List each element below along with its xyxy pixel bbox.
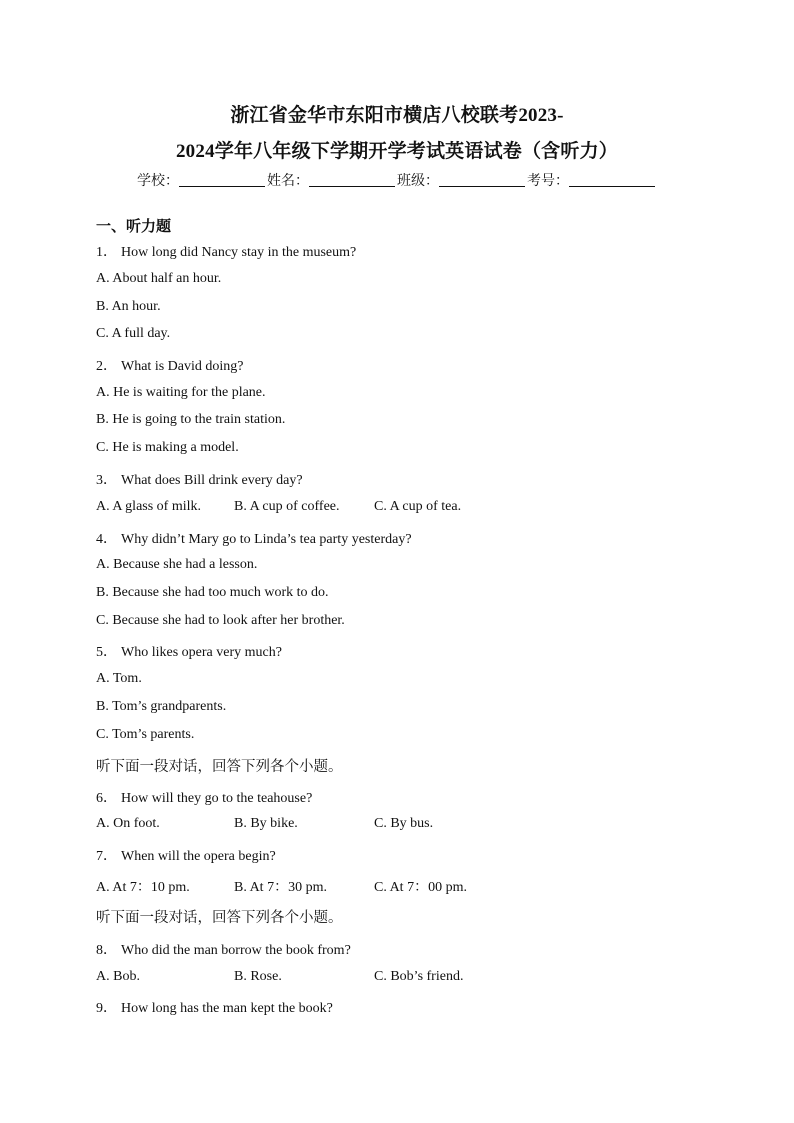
question-number: 5． [96,645,117,660]
q7-options [96,876,467,896]
class-blank[interactable] [439,172,525,187]
question-number: 9． [96,1001,117,1016]
question-3 [96,469,303,489]
q1-option-b: B. An hour. [96,299,161,314]
question-7 [96,845,276,865]
question-text: When will the opera begin? [121,849,276,864]
question-number: 7． [96,849,117,864]
school-blank[interactable] [179,172,265,187]
exam-no-blank[interactable] [569,172,655,187]
q3-option-c: C. A cup of tea. [374,499,462,514]
q8-option-c: C. Bob’s friend. [374,969,464,984]
section-title-listening: 一、听力题 [96,217,172,235]
q2-option-b: B. He is going to the train station. [96,412,286,427]
q6-option-a: A. On foot. [96,816,160,831]
question-2 [96,355,243,375]
dialogue-instruction-2: 听下面一段对话，回答下列各个小题。 [96,910,343,926]
q2-option-c: C. He is making a model. [96,440,239,455]
q4-option-a: A. Because she had a lesson. [96,557,258,572]
student-info-row [0,170,794,190]
school-label: 学校： [137,173,179,189]
name-label: 姓名： [267,173,309,189]
question-text: Why didn’t Mary go to Linda’s tea party yesterday? [121,532,412,547]
question-text: How long has the man kept the book? [121,1001,333,1016]
question-1 [96,241,356,261]
q7-option-a: A. At 7：10 pm. [96,880,190,895]
question-number: 6． [96,791,117,806]
question-text: How long did Nancy stay in the museum? [121,245,357,260]
q8-options [96,969,463,985]
school-field [137,170,267,190]
question-5 [96,641,282,661]
question-4 [96,528,412,548]
question-text: Who likes opera very much? [121,645,282,660]
question-number: 1． [96,245,117,260]
q1-option-c: C. A full day. [96,326,171,341]
q3-option-a: A. A glass of milk. [96,499,202,514]
q1-option-a: A. About half an hour. [96,271,222,286]
exam-no-field [527,170,657,190]
question-text: What does Bill drink every day? [121,473,303,488]
name-blank[interactable] [309,172,395,187]
q8-option-a: A. Bob. [96,969,140,984]
q4-option-c: C. Because she had to look after her brother. [96,613,345,628]
question-text: How will they go to the teahouse? [121,791,313,806]
q6-option-c: C. By bus. [374,816,434,831]
q6-options [96,816,433,832]
question-number: 2． [96,359,117,374]
q7-option-c: C. At 7：00 pm. [374,880,467,895]
question-8 [96,939,351,959]
q3-option-b: B. A cup of coffee. [234,499,340,514]
question-number: 3． [96,473,117,488]
question-text: Who did the man borrow the book from? [121,943,351,958]
exam-title-line-1: 浙江省金华市东阳市横店八校联考2023- [230,105,564,126]
name-field [267,170,397,190]
q5-option-c: C. Tom’s parents. [96,727,195,742]
question-text: What is David doing? [121,359,244,374]
exam-no-label: 考号： [527,173,569,189]
question-6 [96,787,312,807]
dialogue-instruction-1: 听下面一段对话，回答下列各个小题。 [96,759,343,775]
class-field [397,170,527,190]
class-label: 班级： [397,173,439,189]
q5-option-a: A. Tom. [96,671,142,686]
question-number: 8． [96,943,117,958]
q4-option-b: B. Because she had too much work to do. [96,585,329,600]
q8-option-b: B. Rose. [234,969,282,984]
question-9 [96,997,333,1017]
exam-title-line-2: 2024学年八年级下学期开学考试英语试卷（含听力） [175,141,618,162]
q3-options [96,499,461,515]
q7-option-b: B. At 7：30 pm. [234,880,327,895]
question-number: 4． [96,532,117,547]
q5-option-b: B. Tom’s grandparents. [96,699,227,714]
q2-option-a: A. He is waiting for the plane. [96,385,266,400]
q6-option-b: B. By bike. [234,816,298,831]
